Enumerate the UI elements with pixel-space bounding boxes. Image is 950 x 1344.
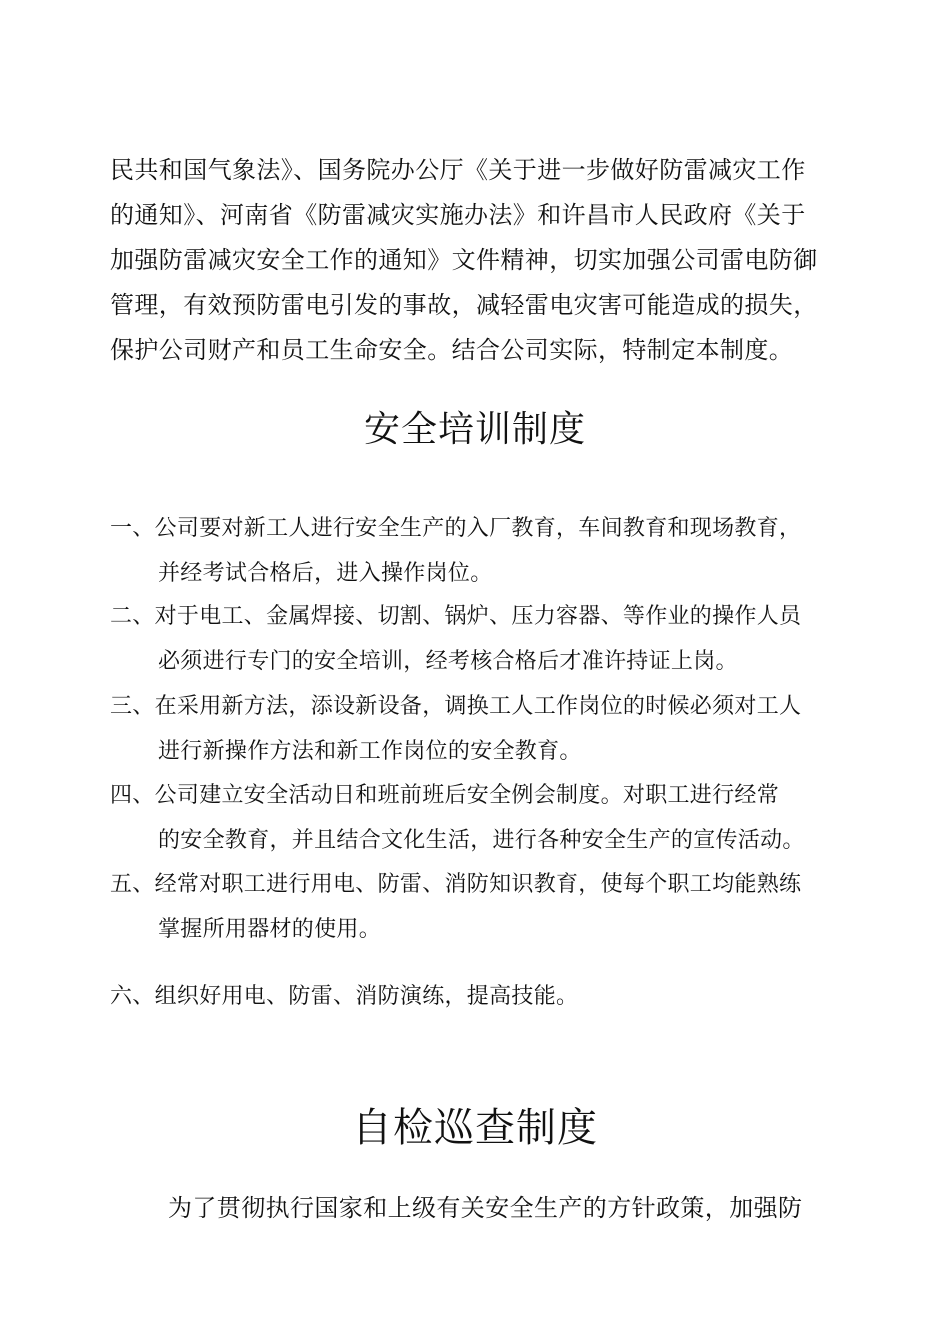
section-title-self-inspection: 自检巡查制度 [352, 1105, 598, 1151]
list-item-4: 四、公司建立安全活动日和班前班后安全例会制度。对职工进行经常 [110, 783, 780, 808]
intro-line: 加强防雷减灾安全工作的通知》文件精神，切实加强公司雷电防御 [110, 246, 818, 274]
intro-line: 民共和国气象法》、国务院办公厅《关于进一步做好防雷减灾工作 [110, 156, 806, 184]
list-item-1-cont: 并经考试合格后，进入操作岗位。 [158, 561, 493, 586]
list-item-4-cont: 的安全教育，并且结合文化生活，进行各种安全生产的宣传活动。 [158, 828, 805, 853]
list-item-5-cont: 掌握所用器材的使用。 [158, 917, 382, 942]
list-item-2: 二、对于电工、金属焊接、切割、锅炉、压力容器、等作业的操作人员 [110, 604, 802, 629]
intro-line: 的通知》、河南省《防雷减灾实施办法》和许昌市人民政府《关于 [110, 201, 806, 229]
intro-line: 保护公司财产和员工生命安全。结合公司实际，特制定本制度。 [110, 336, 794, 364]
list-item-3-cont: 进行新操作方法和新工作岗位的安全教育。 [158, 739, 582, 764]
list-item-5: 五、经常对职工进行用电、防雷、消防知识教育，使每个职工均能熟练 [110, 872, 802, 897]
list-item-1: 一、公司要对新工人进行安全生产的入厂教育，车间教育和现场教育， [110, 516, 802, 541]
intro-line: 管理，有效预防雷电引发的事故，减轻雷电灾害可能造成的损失， [110, 291, 818, 319]
paragraph-line: 为了贯彻执行国家和上级有关安全生产的方针政策，加强防 [168, 1194, 803, 1222]
section-title-safety-training: 安全培训制度 [363, 409, 586, 450]
list-item-3: 三、在采用新方法，添设新设备，调换工人工作岗位的时候必须对工人 [110, 694, 802, 719]
list-item-6: 六、组织好用电、防雷、消防演练，提高技能。 [110, 984, 579, 1009]
list-item-2-cont: 必须进行专门的安全培训，经考核合格后才准许持证上岗。 [158, 649, 738, 674]
